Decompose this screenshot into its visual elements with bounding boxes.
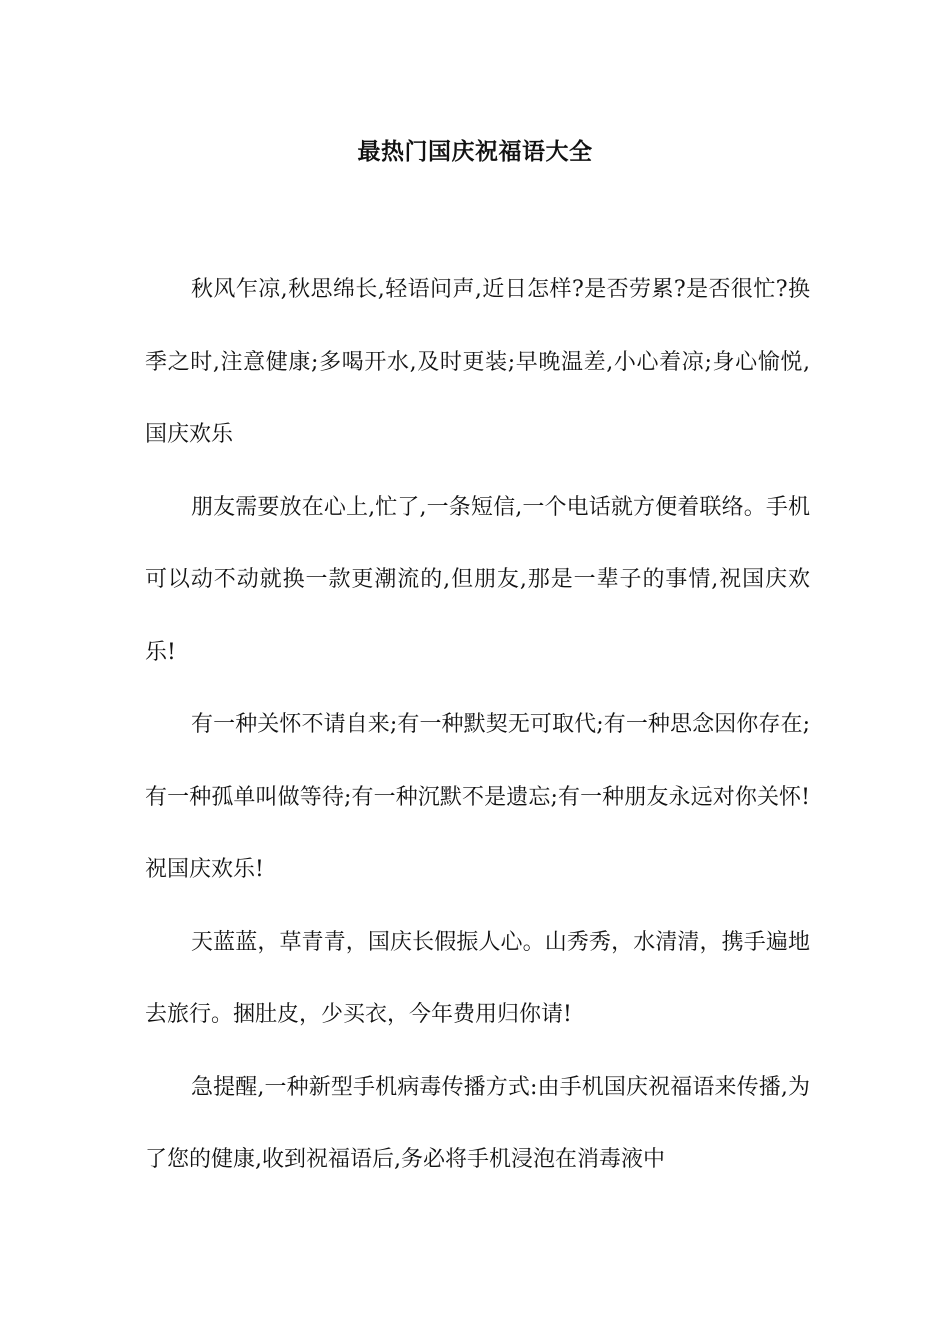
document-title: 最热门国庆祝福语大全 bbox=[357, 138, 593, 165]
paragraph: 天蓝蓝，草青青，国庆长假振人心。山秀秀，水清清，携手遍地去旅行。捆肚皮，少买衣，今年费用归你请! bbox=[145, 929, 810, 1027]
paragraph: 急提醒,一种新型手机病毒传播方式:由手机国庆祝福语来传播,为了您的健康,收到祝福语后,务必将手机浸泡在消毒液中 bbox=[145, 1074, 810, 1172]
document-body bbox=[145, 254, 810, 1197]
paragraph: 有一种关怀不请自来;有一种默契无可取代;有一种思念因你存在;有一种孤单叫做等待;有一种沉默不是遗忘;有一种朋友永远对你关怀!祝国庆欢乐! bbox=[145, 712, 810, 882]
paragraph: 秋风乍凉,秋思绵长,轻语问声,近日怎样?是否劳累?是否很忙?换季之时,注意健康;多喝开水,及时更装;早晚温差,小心着凉;身心愉悦,国庆欢乐 bbox=[145, 277, 810, 447]
paragraph: 朋友需要放在心上,忙了,一条短信,一个电话就方便着联络。手机可以动不动就换一款更潮流的,但朋友,那是一辈子的事情,祝国庆欢乐! bbox=[145, 494, 810, 665]
